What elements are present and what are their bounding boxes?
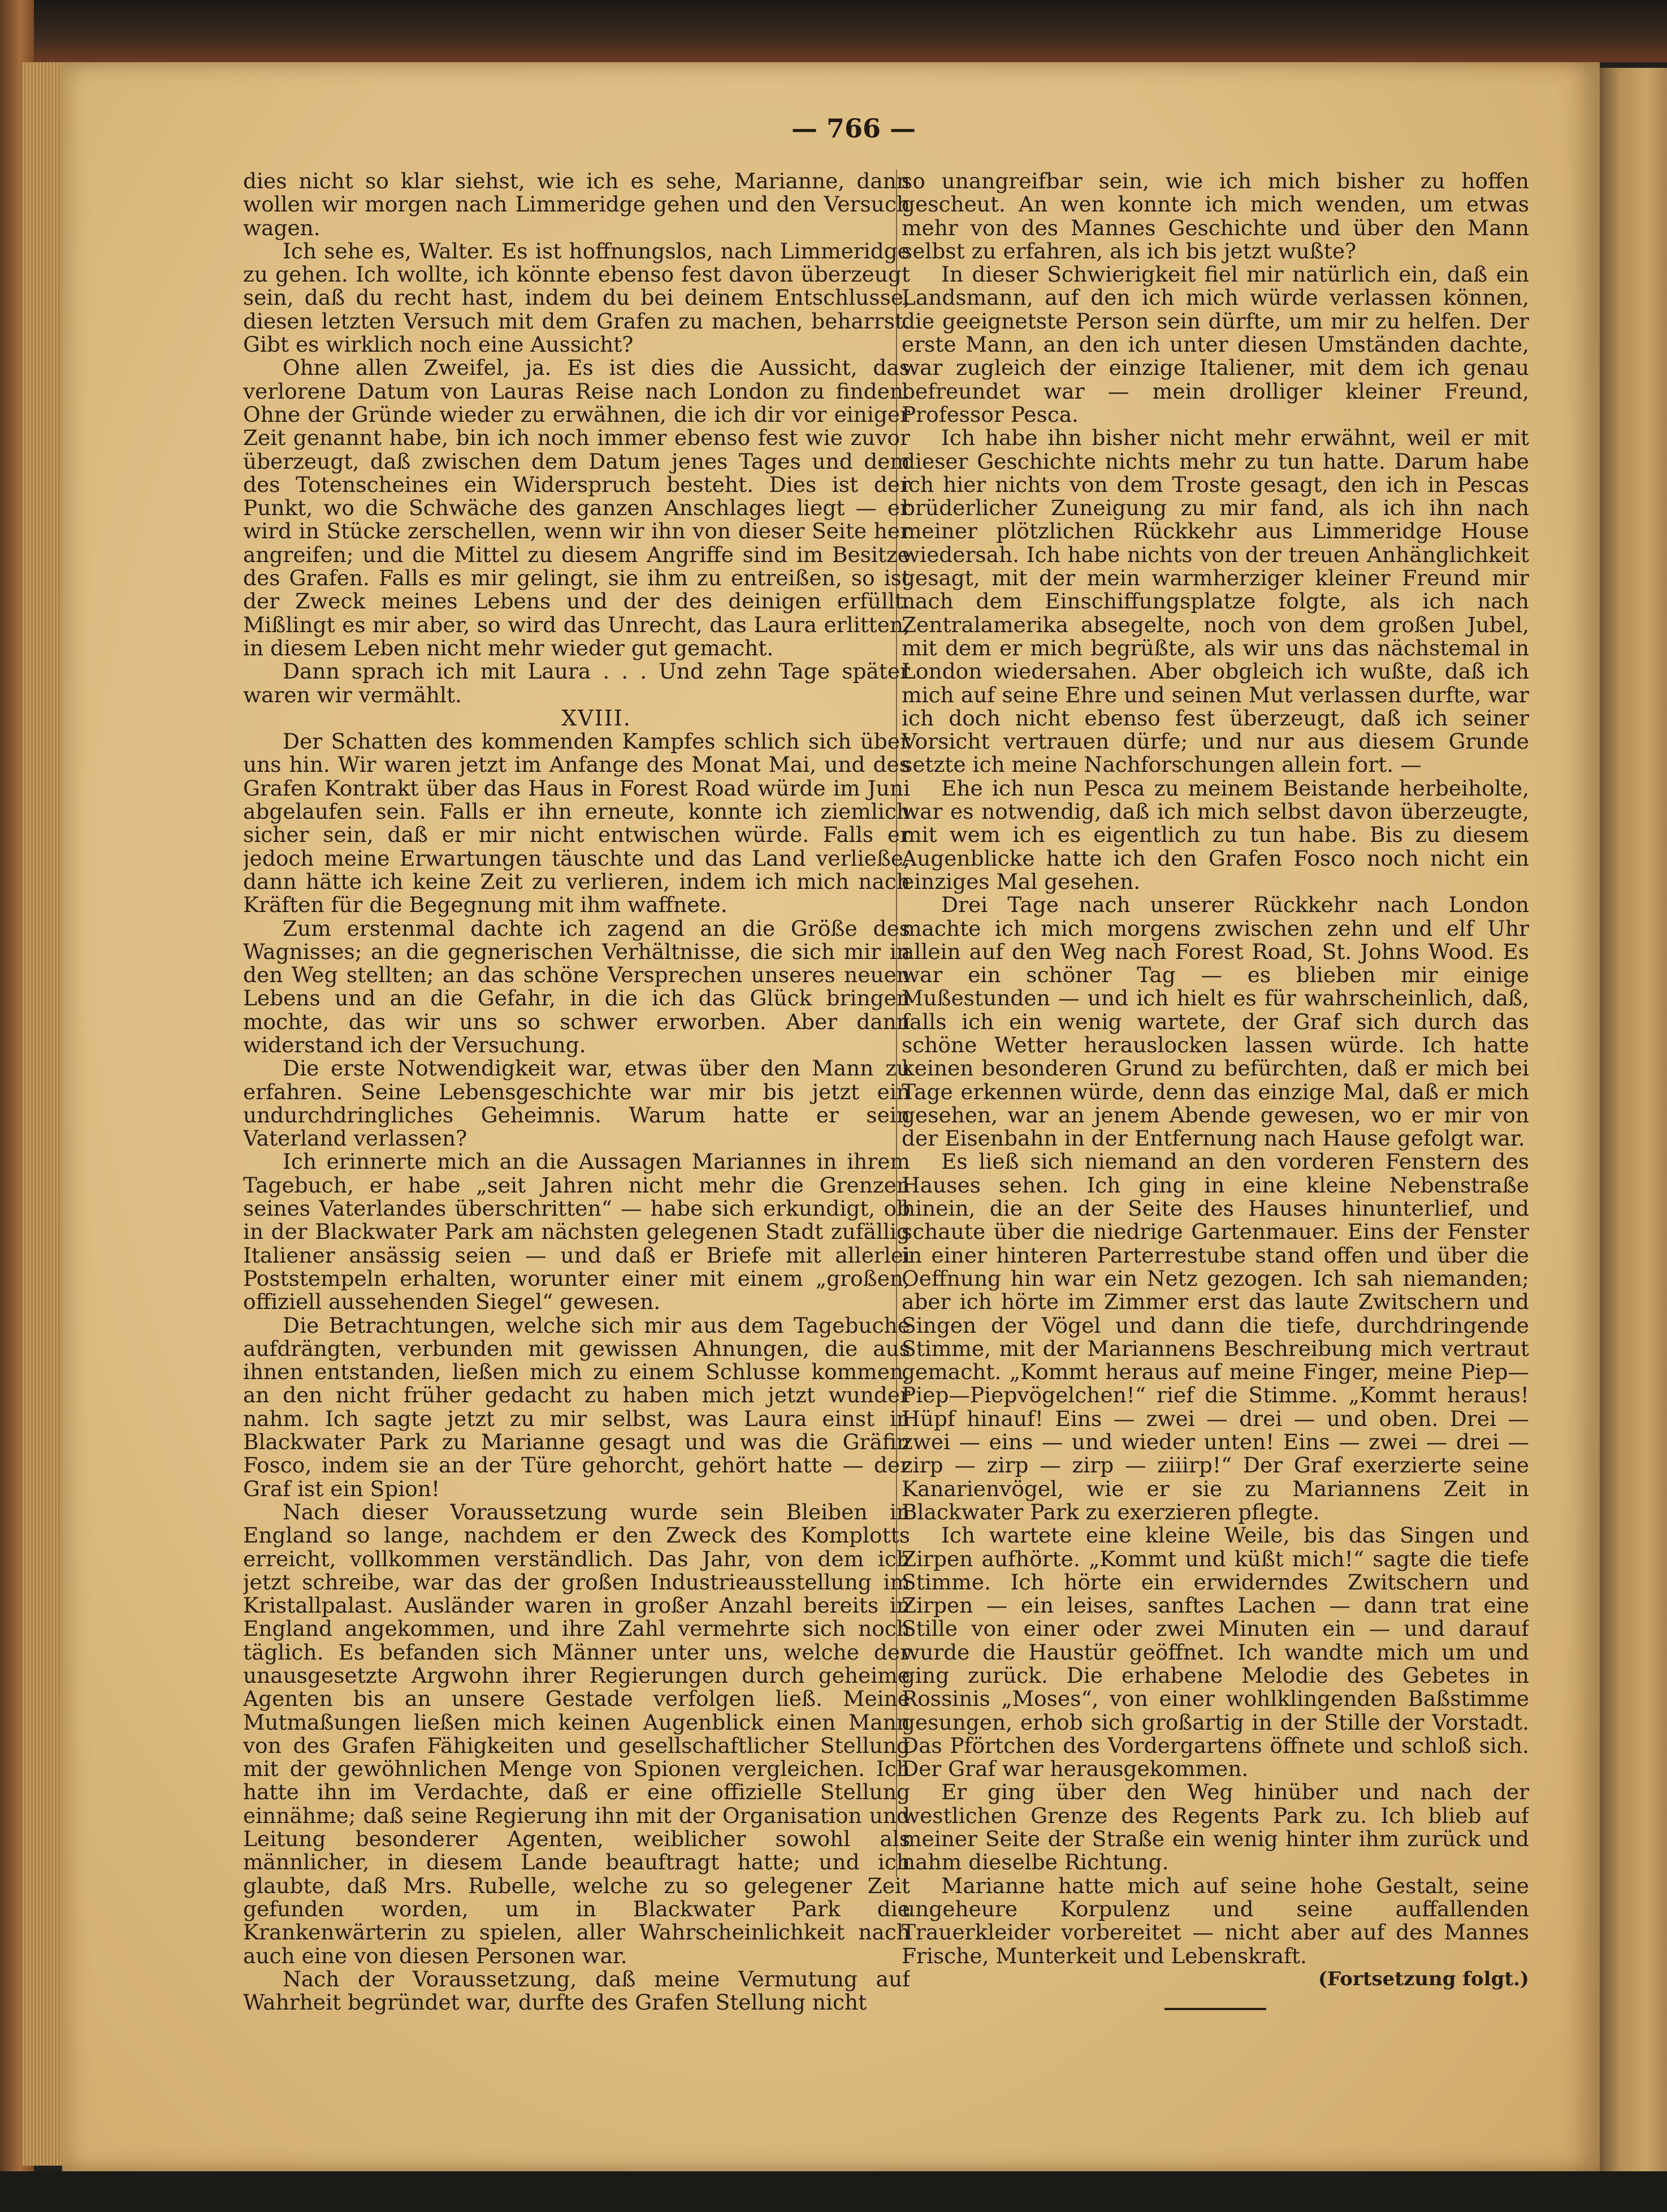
- paragraph: Ich erinnerte mich an die Aussagen Mariannes in ihrem Tagebuch, er habe „seit Jahren nicht mehr die Grenzen seines Vaterlandes überschritten“ — habe sich erkundigt, ob in der Blackwater Park am nächsten gelegenen Stadt zufällig Italiener ansässig seien — und daß er Briefe mit allerlei Poststempeln erhalten, worunter einer mit einem „großen, offiziell aussehenden Siegel“ gewesen.: [243, 1149, 910, 1315]
- paragraph: Dann sprach ich mit Laura . . . Und zehn Tage später waren wir vermählt.: [243, 659, 910, 707]
- page-number: — 766 —: [791, 113, 916, 144]
- paragraph: Der Schatten des kommenden Kampfes schlich sich über uns hin. Wir waren jetzt im Anfange des Monat Mai, und des Grafen Kontrakt über das Haus in Forest Road würde im Juni abgelaufen sein. Falls er ihn erneute, konnte ich ziemlich sicher sein, daß er mir nicht entwischen würde. Falls er jedoch meine Erwartungen täuschte und das Land verließe, dann hätte ich keine Zeit zu verlieren, indem ich mich nach Kräften für die Begegnung mit ihm waffnete.: [243, 729, 910, 918]
- chapter-heading: XVIII.: [561, 705, 631, 731]
- scan-bottom-band: [0, 2171, 1667, 2212]
- paragraph: Nach der Voraussetzung, daß meine Vermutung auf Wahrheit begründet war, durfte des Grafen Stellung nicht: [243, 1966, 910, 2015]
- paragraph: Ehe ich nun Pesca zu meinem Beistande herbeiholte, war es notwendig, daß ich mich selbst davon überzeugte, mit wem ich es eigentlich zu tun habe. Bis zu diesem Augenblicke hatte ich den Grafen Fosco noch nicht ein einziges Mal gesehen.: [902, 775, 1529, 894]
- paragraph: In dieser Schwierigkeit fiel mir natürlich ein, daß ein Landsmann, auf den ich mich würde verlassen können, die geeignetste Person sein dürfte, um mir zu helfen. Der erste Mann, an den ich unter diesen Umständen dachte, war zugleich der einzige Italiener, mit dem ich genau befreundet war — mein drolliger kleiner Freund, Professor Pesca.: [902, 262, 1529, 427]
- paragraph: Nach dieser Voraussetzung wurde sein Bleiben in England so lange, nachdem er den Zweck des Komplotts erreicht, vollkommen verständlich. Das Jahr, von dem ich jetzt schreibe, war das der großen Industrieausstellung im Kristallpalast. Ausländer waren in großer Anzahl bereits in England angekommen, und ihre Zahl vermehrte sich noch täglich. Es befanden sich Männer unter uns, welche der unausgesetzte Argwohn ihrer Regierungen durch geheime Agenten bis an unsere Gestade verfolgen ließ. Meine Mutmaßungen ließen mich keinen Augenblick einen Mann von des Grafen Fähigkeiten und gesellschaftlicher Stellung mit der gewöhnlichen Menge von Spionen vergleichen. Ich hatte ihn im Verdachte, daß er eine offizielle Stellung einnähme; daß seine Regierung ihn mit der Organisation und Leitung besonderer Agenten, weiblicher sowohl als männlicher, in diesem Lande beauftragt hatte; und ich glaubte, daß Mrs. Rubelle, welche zu so gelegener Zeit gefunden worden, um in Blackwater Park die Krankenwärterin zu spielen, aller Wahrscheinlichkeit nach auch eine von diesen Personen war.: [243, 1499, 910, 1968]
- paragraph: Es ließ sich niemand an den vorderen Fenstern des Hauses sehen. Ich ging in eine kleine Nebenstraße hinein, die an der Seite des Hauses hinunterlief, und schaute über die niedrige Gartenmauer. Eins der Fenster in einer hinteren Parterrestube stand offen und über die Oeffnung hin war ein Netz gezogen. Ich sah niemanden; aber ich hörte im Zimmer erst das laute Zwitschern und Singen der Vögel und dann die tiefe, durchdringende Stimme, mit der Mariannens Beschreibung mich vertraut gemacht. „Kommt heraus auf meine Finger, meine Piep—Piep—Piepvögelchen!“ rief die Stimme. „Kommt heraus! Hüpf hinauf! Eins — zwei — drei — und oben. Drei — zwei — eins — und wieder unten! Eins — zwei — drei — zirp — zirp — zirp — ziiirp!“ Der Graf exerzierte seine Kanarienvögel, wie er sie zu Mariannens Zeit in Blackwater Park zu exerzieren pflegte.: [902, 1149, 1529, 1524]
- end-rule: [1164, 2008, 1266, 2010]
- page-stack-edge: [23, 62, 68, 2166]
- paragraph: Ich sehe es, Walter. Es ist hoffnungslos, nach Limmeridge zu gehen. Ich wollte, ich könnte ebenso fest davon überzeugt sein, daß du recht hast, indem du bei deinem Entschlusse, diesen letzten Versuch mit dem Grafen zu machen, beharrst. Gibt es wirklich noch eine Aussicht?: [243, 238, 910, 357]
- paragraph: Die Betrachtungen, welche sich mir aus dem Tagebuche aufdrängten, verbunden mit gewissen Ahnungen, die aus ihnen entstanden, ließen mich zu einem Schlusse kommen, an den nicht früher gedacht zu haben mich jetzt wunder nahm. Ich sagte jetzt zu mir selbst, was Laura einst in Blackwater Park zu Marianne gesagt und was die Gräfin Fosco, indem sie an der Türe gehorcht, gehört hatte — der Graf ist ein Spion!: [243, 1312, 910, 1501]
- paragraph: Die erste Notwendigkeit war, etwas über den Mann zu erfahren. Seine Lebensgeschichte war mir bis jetzt ein undurchdringliches Geheimnis. Warum hatte er sein Vaterland verlassen?: [243, 1056, 910, 1151]
- paragraph: Marianne hatte mich auf seine hohe Gestalt, seine ungeheure Korpulenz und seine auffallenden Trauerkleider vorbereitet — nicht aber auf des Mannes Frische, Munterkeit und Lebenskraft.: [902, 1873, 1529, 1968]
- right-column: [902, 170, 1529, 2126]
- paragraph: Ich wartete eine kleine Weile, bis das Singen und Zirpen aufhörte. „Kommt und küßt mich!“ sagte die tiefe Stimme. Ich hörte ein erwiderndes Zwitschern und Zirpen — ein leises, sanftes Lachen — dann trat eine Stille von einer oder zwei Minuten ein — und darauf wurde die Haustür geöffnet. Ich wandte mich um und ging zurück. Die erhabene Melodie des Gebetes in Rossinis „Moses“, von einer wohlklingenden Baßstimme gesungen, erhob sich großartig in der Stille der Vorstadt. Das Pförtchen des Vordergartens öffnete und schloß sich. Der Graf war herausgekommen.: [902, 1523, 1529, 1782]
- paragraph: Er ging über den Weg hinüber und nach der westlichen Grenze des Regents Park zu. Ich blieb auf meiner Seite der Straße ein wenig hinter ihm zurück und nahm dieselbe Richtung.: [902, 1779, 1529, 1875]
- paragraph: Zum erstenmal dachte ich zagend an die Größe des Wagnisses; an die gegnerischen Verhältnisse, die sich mir in den Weg stellten; an das schöne Versprechen unseres neuen Lebens und an die Gefahr, in die ich das Glück bringen mochte, das wir uns so schwer erworben. Aber dann widerstand ich der Versuchung.: [243, 915, 910, 1057]
- paragraph: Ich habe ihn bisher nicht mehr erwähnt, weil er mit dieser Geschichte nichts mehr zu tun hatte. Darum habe ich hier nichts von dem Troste gesagt, den ich in Pescas brüderlicher Zuneigung zu mir fand, als ich ihn nach meiner plötzlichen Rückkehr aus Limmeridge House wiedersah. Ich habe nichts von der treuen Anhänglichkeit gesagt, mit der mein warmherziger kleiner Freund mir nach dem Einschiffungsplatze folgte, als ich nach Zentralamerika absegelte, noch von dem großen Jubel, mit dem er mich begrüßte, als wir uns das nächstemal in London wiedersahen. Aber obgleich ich wußte, daß ich mich auf seine Ehre und seinen Mut verlassen durfte, war ich doch nicht ebenso fest überzeugt, daß ich seiner Vorsicht vertrauen dürfe; und nur aus diesem Grunde setzte ich meine Nachforschungen allein fort. —: [902, 425, 1529, 777]
- left-column: [243, 170, 910, 2126]
- paragraph: Ohne allen Zweifel, ja. Es ist dies die Aussicht, das verlorene Datum von Lauras Reise nach London zu finden. Ohne der Gründe wieder zu erwähnen, die ich dir vor einiger Zeit genannt habe, bin ich noch immer ebenso fest wie zuvor überzeugt, daß zwischen dem Datum jenes Tages und dem des Totenscheines ein Widerspruch besteht. Dies ist der Punkt, wo die Schwäche des ganzen Anschlages liegt — er wird in Stücke zerschellen, wenn wir ihn von dieser Seite her angreifen; und die Mittel zu diesem Angriffe sind im Besitze des Grafen. Falls es mir gelingt, sie ihm zu entreißen, so ist der Zweck meines Lebens und der des deinigen erfüllt. Mißlingt es mir aber, so wird das Unrecht, das Laura erlitten, in diesem Leben nicht mehr wieder gut gemacht.: [243, 355, 910, 660]
- continuation-note: (Fortsetzung folgt.): [1318, 1967, 1529, 1990]
- facing-page-edge: [1600, 68, 1667, 2171]
- paragraph: dies nicht so klar siehst, wie ich es sehe, Marianne, dann wollen wir morgen nach Limmeridge gehen und den Versuch wagen.: [243, 170, 910, 240]
- paragraph: Drei Tage nach unserer Rückkehr nach London machte ich mich morgens zwischen zehn und elf Uhr allein auf den Weg nach Forest Road, St. Johns Wood. Es war ein schöner Tag — es blieben mir einige Mußestunden — und ich hielt es für wahrscheinlich, daß, falls ich ein wenig wartete, der Graf sich durch das schöne Wetter herauslocken lassen würde. Ich hatte keinen besonderen Grund zu befürchten, daß er mich bei Tage erkennen würde, denn das einzige Mal, daß er mich gesehen, war an jenem Abende gewesen, wo er mir von der Eisenbahn in der Entfernung nach Hause gefolgt war.: [902, 892, 1529, 1151]
- paragraph: so unangreifbar sein, wie ich mich bisher zu hoffen gescheut. An wen konnte ich mich wenden, um etwas mehr von des Mannes Geschichte und über den Mann selbst zu erfahren, als ich bis jetzt wußte?: [902, 170, 1529, 263]
- book-top-edge: [0, 0, 1667, 62]
